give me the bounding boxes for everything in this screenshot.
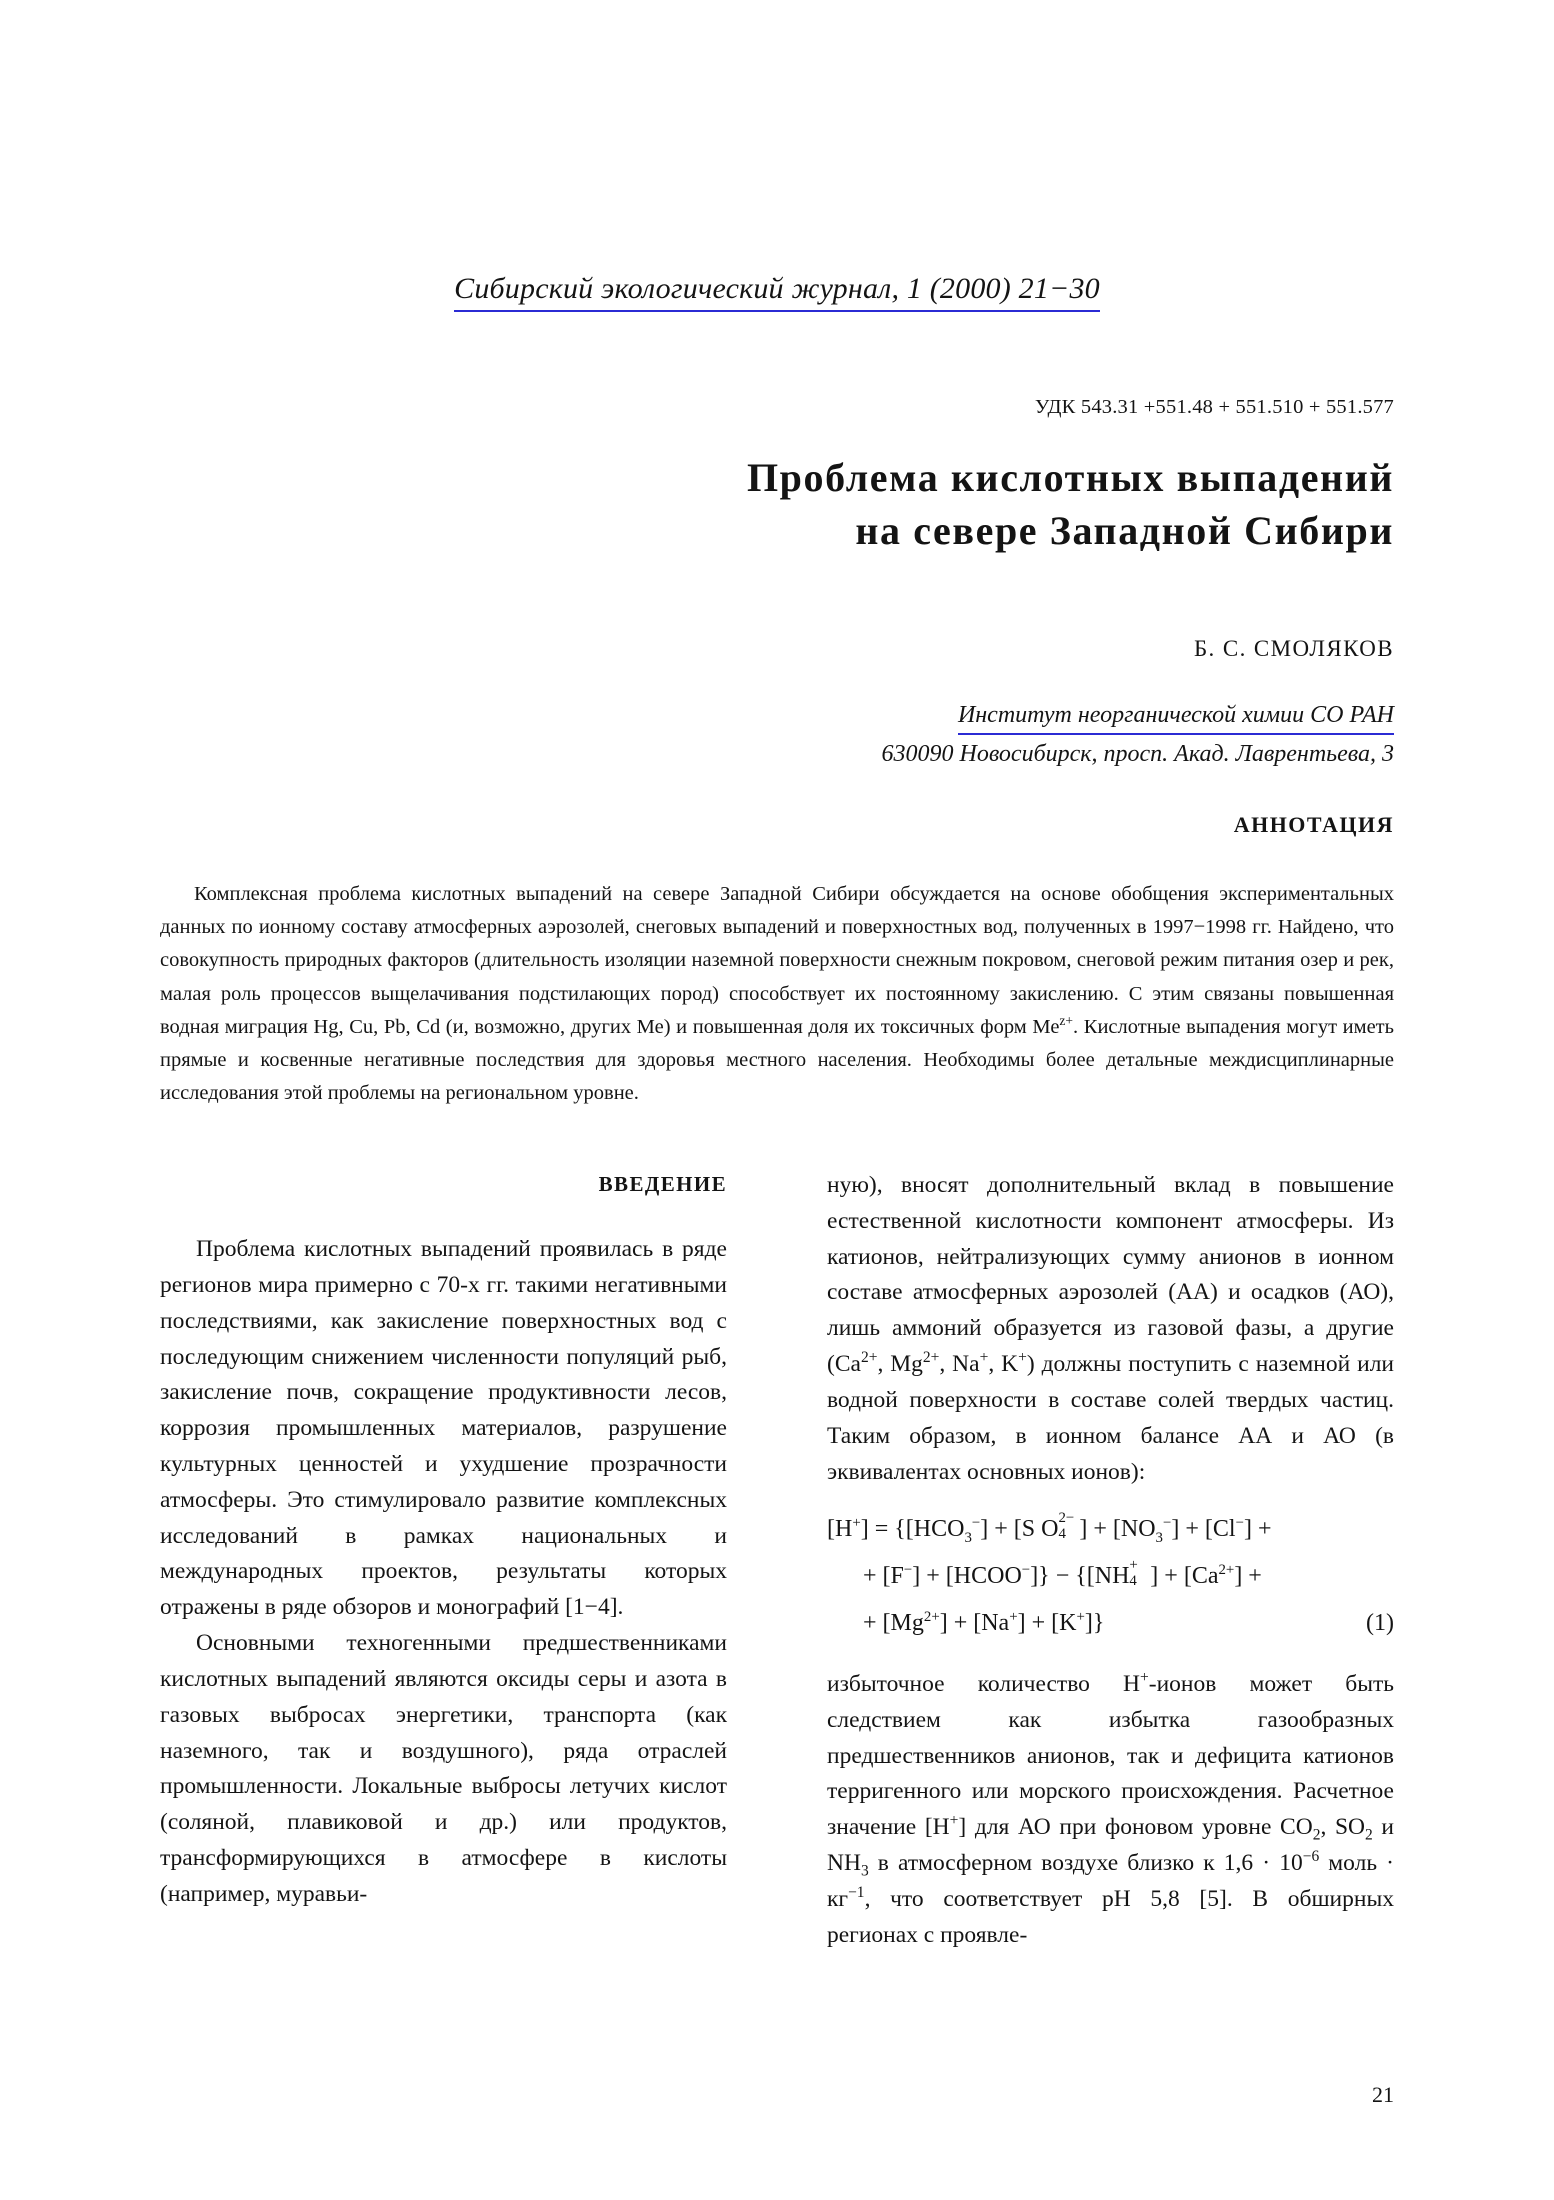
journal-citation-text: Сибирский экологический журнал, 1 (2000) 21−30 bbox=[454, 272, 1100, 312]
equation-line-2: + [F−] + [HCOO−]} − {[NH + 4 ] + $[Ca^{2+}]$ + bbox=[863, 1557, 1262, 1590]
calcium-charge-superscript: 2+ bbox=[860, 1349, 878, 1367]
affiliation-address: 630090 Новосибирск, просп. Акад. Лаврентьева, 3 bbox=[881, 741, 1394, 768]
right-p1-segment-b: , Mg bbox=[877, 1351, 923, 1378]
right-text-column bbox=[827, 1168, 1394, 1953]
author-name: Б. С. СМОЛЯКОВ bbox=[1193, 636, 1394, 661]
affiliation bbox=[480, 698, 1394, 771]
page-number: 21 bbox=[1372, 2082, 1394, 2107]
right-p2-segment-b: -ионов может быть следствием как избытка газообразных предшественников анионов, так и дефицита катионов терригенного или морского происхождения. Расчетное значение [H bbox=[827, 1670, 1394, 1841]
co2-subscript: 2 bbox=[1312, 1826, 1321, 1844]
right-p1-segment-e: ) должны поступить с наземной или водной поверхности в составе солей твердых частиц. Таким образом, в ионном балансе АА и АО (в эквивалентах основных ионов): bbox=[827, 1351, 1394, 1485]
hydrogen-charge-superscript-2: + bbox=[949, 1812, 959, 1830]
title-line-2: на севере Западной Сибири bbox=[855, 507, 1394, 553]
journal-running-head bbox=[160, 272, 1394, 312]
kg-exponent-superscript: −1 bbox=[848, 1883, 865, 1901]
title-line-1: Проблема кислотных выпадений bbox=[746, 455, 1394, 500]
nh3-subscript: 3 bbox=[860, 1862, 869, 1880]
right-p2-segment-c: ] для АО при фоновом уровне CO bbox=[958, 1814, 1313, 1841]
right-p2-segment-a: избыточное количество H bbox=[827, 1670, 1140, 1697]
right-paragraph-1 bbox=[827, 1168, 1394, 1490]
affiliation-institute: Институт неорганической химии СО РАН bbox=[958, 698, 1394, 735]
potassium-charge-superscript: + bbox=[1018, 1349, 1027, 1367]
abstract-body bbox=[160, 878, 1394, 1110]
left-paragraph-2: Основными техногенными предшественниками кислотных выпадений являются оксиды серы и азота в газовых выбросах энергетики, транспорта (как наземного, так и воздушного), ряда отраслей промышленности. Локальные выбросы летучих кислот (соляной, плавиковой и др.) или продуктов, трансформирующихся в атмосфере в кислоты (например, муравьи- bbox=[160, 1630, 727, 1907]
equation-line-3: + $[Mg^{2+}] + [Na^+] + [K^+]$} (1) bbox=[827, 1600, 1394, 1647]
hydrogen-charge-superscript-1: + bbox=[1140, 1669, 1149, 1687]
right-p2-segment-g: моль · кг bbox=[827, 1849, 1394, 1912]
sodium-charge-superscript: + bbox=[979, 1349, 989, 1367]
left-paragraph-1: Проблема кислотных выпадений проявилась в ряде регионов мира примерно с 70-х гг. такими негативными последствиями, как закисление поверхностных вод с последующим снижением численности популяций рыб, закисление почв, сокращение продуктивности лесов, коррозия промышленных материалов, разрушение культурных ценностей и ухудшение прозрачности атмосферы. Это стимулировало развитие комплексных исследований в рамках национальных и международных проектов, результаты которых отражены в ряде обзоров и монографий [1−4]. bbox=[160, 1236, 727, 1621]
right-p1-segment-c: , Na bbox=[939, 1351, 980, 1378]
ion-balance-equation bbox=[827, 1506, 1394, 1646]
left-text-column bbox=[160, 1168, 727, 1913]
right-p2-segment-f: в атмосферном воздухе близко к 1,6 · 10 bbox=[868, 1849, 1303, 1876]
right-p2-segment-e: и NH bbox=[827, 1814, 1395, 1876]
right-p2-segment-h: , что соответствует pH 5,8 [5]. В обширных регионах с проявле- bbox=[827, 1885, 1394, 1948]
abstract-text-part-1: Комплексная проблема кислотных выпадений на севере Западной Сибири обсуждается на основе обобщения экспериментальных данных по ионному составу атмосферных аэрозолей, снеговых выпадений и поверхностных вод, полученных в 1997−1998 гг. Найдено, что совокупность природных факторов (длительность изоляции наземной поверхности снежным покровом, снеговой режим питания озер и рек, малая роль процессов выщелачивания подстилающих пород) способствует их постоянному закислению. С этим связаны повышенная водная миграция Hg, Cu, Pb, Cd (и, возможно, других Ме) и повышенная доля их токсичных форм Ме bbox=[160, 883, 1394, 1038]
page-title bbox=[420, 452, 1394, 558]
magnesium-charge-superscript: 2+ bbox=[922, 1349, 940, 1367]
equation-line-1: $[H^+] = \{[HCO_3^-] + [S$ O 2− 4 ] + $[NO_3^-] + [Cl^-]$ + bbox=[827, 1510, 1272, 1547]
right-paragraph-2 bbox=[827, 1667, 1394, 1954]
section-heading-introduction: ВВЕДЕНИЕ bbox=[598, 1172, 727, 1196]
right-p2-segment-d: , SO bbox=[1320, 1814, 1366, 1841]
udc-classification: УДК 543.31 +551.48 + 551.510 + 551.577 bbox=[1034, 396, 1394, 418]
abstract-heading: АННОТАЦИЯ bbox=[1233, 812, 1394, 837]
so2-subscript: 2 bbox=[1365, 1826, 1373, 1844]
abstract-superscript-charge: z+ bbox=[1059, 1012, 1074, 1028]
right-p1-segment-d: , K bbox=[988, 1351, 1019, 1378]
abstract-text-part-2: . Кислотные выпадения могут иметь прямые и косвенные негативные последствия для здоровья местного населения. Необходимы более детальные междисциплинарные исследования этой проблемы на региональном уровне. bbox=[160, 1015, 1394, 1105]
equation-number: (1) bbox=[1366, 1610, 1394, 1637]
right-p1-segment-a: ную), вносят дополнительный вклад в повышение естественной кислотности компонент атмосферы. Из катионов, нейтрализующих сумму анионов в ионном составе атмосферных аэрозолей (АА) и осадков (АО), лишь аммоний образуется из газовой фазы, а другие (Ca bbox=[827, 1172, 1394, 1378]
exponent-superscript: −6 bbox=[1302, 1848, 1320, 1866]
